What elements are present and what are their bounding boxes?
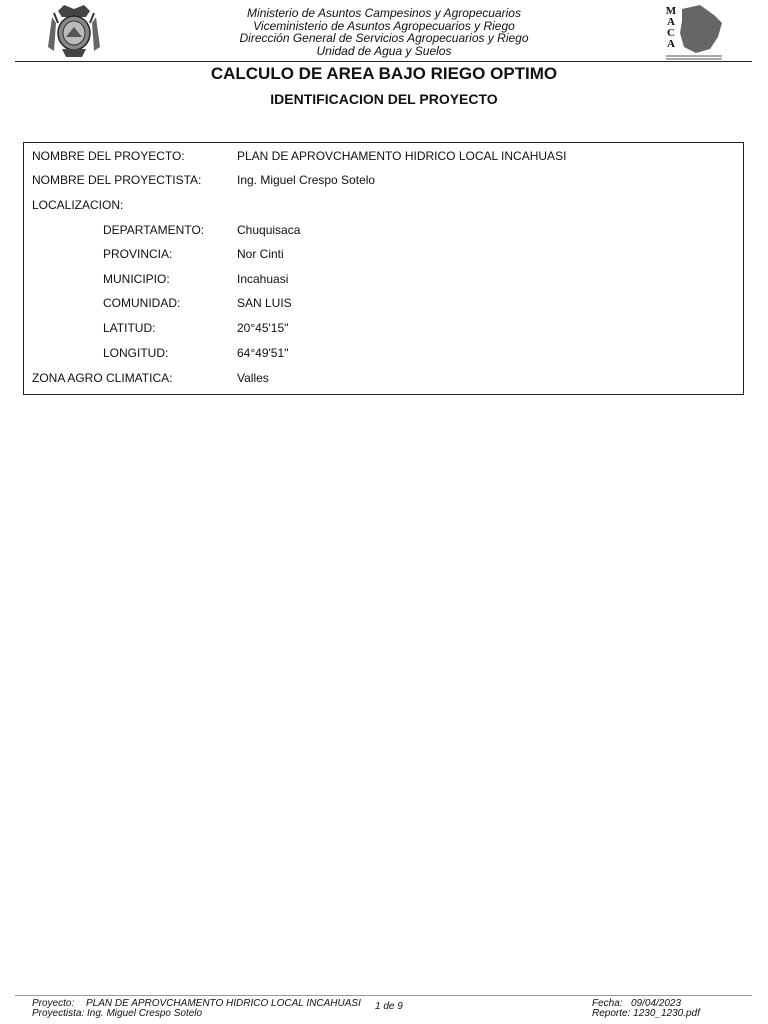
- page-subtitle: IDENTIFICACION DEL PROYECTO: [270, 91, 498, 107]
- municipio-value: Incahuasi: [237, 272, 289, 286]
- nombre-proyecto-value: PLAN DE APROVCHAMENTO HIDRICO LOCAL INCAHUASI: [237, 149, 567, 163]
- latitud-label: LATITUD:: [103, 321, 156, 335]
- departamento-value: Chuquisaca: [237, 223, 301, 237]
- maca-logo: [660, 3, 726, 61]
- longitud-label: LONGITUD:: [103, 346, 169, 360]
- footer-proyectista: Proyectista: Ing. Miguel Crespo Sotelo: [32, 1008, 203, 1019]
- nombre-proyecto-label: NOMBRE DEL PROYECTO:: [32, 149, 185, 163]
- coat-of-arms-logo: [44, 3, 104, 59]
- footer-reporte: Reporte: 1230_1230.pdf: [592, 1008, 700, 1019]
- footer-divider: [15, 995, 752, 996]
- comunidad-value: SAN LUIS: [237, 296, 292, 310]
- maca-letter-c: C: [667, 27, 675, 39]
- maca-letter-m: M: [665, 5, 677, 17]
- header-line-1: Ministerio de Asuntos Campesinos y Agropecuarios: [247, 6, 521, 20]
- header-line-2: Viceministerio de Asuntos Agropecuarios y Riego: [253, 18, 515, 33]
- provincia-value: Nor Cinti: [237, 247, 284, 261]
- header-line-4: Unidad de Agua y Suelos: [316, 43, 452, 58]
- header-divider: [15, 61, 752, 62]
- header-line-3: Dirección General de Servicios Agropecuarios y Riego: [239, 31, 529, 45]
- zona-agro-climatica-value: Valles: [237, 371, 269, 385]
- localizacion-label: LOCALIZACION:: [32, 198, 124, 212]
- municipio-label: MUNICIPIO:: [103, 272, 170, 286]
- provincia-label: PROVINCIA:: [103, 247, 173, 261]
- proyectista-value: Ing. Miguel Crespo Sotelo: [237, 173, 376, 187]
- comunidad-label: COMUNIDAD:: [103, 296, 181, 310]
- footer-page-number: 1 de 9: [375, 1001, 403, 1012]
- latitud-value: 20°45'15'': [237, 321, 289, 335]
- header-institution-text: [150, 7, 618, 57]
- page-title: CALCULO DE AREA BAJO RIEGO OPTIMO: [210, 64, 558, 83]
- departamento-label: DEPARTAMENTO:: [103, 223, 205, 237]
- footer-proyecto-value: PLAN DE APROVCHAMENTO HIDRICO LOCAL INCAHUASI: [86, 998, 361, 1009]
- footer-fecha-label: Fecha:: [592, 998, 623, 1009]
- maca-letter-a2: A: [667, 38, 675, 50]
- zona-agro-climatica-label: ZONA AGRO CLIMATICA:: [32, 371, 173, 385]
- proyectista-label: NOMBRE DEL PROYECTISTA:: [32, 173, 202, 187]
- project-info-box: [23, 142, 744, 395]
- maca-letter-a: A: [667, 16, 675, 28]
- longitud-value: 64°49'51'': [237, 346, 289, 360]
- footer-proyecto-label: Proyecto:: [32, 998, 75, 1009]
- footer-fecha-value: 09/04/2023: [631, 998, 682, 1009]
